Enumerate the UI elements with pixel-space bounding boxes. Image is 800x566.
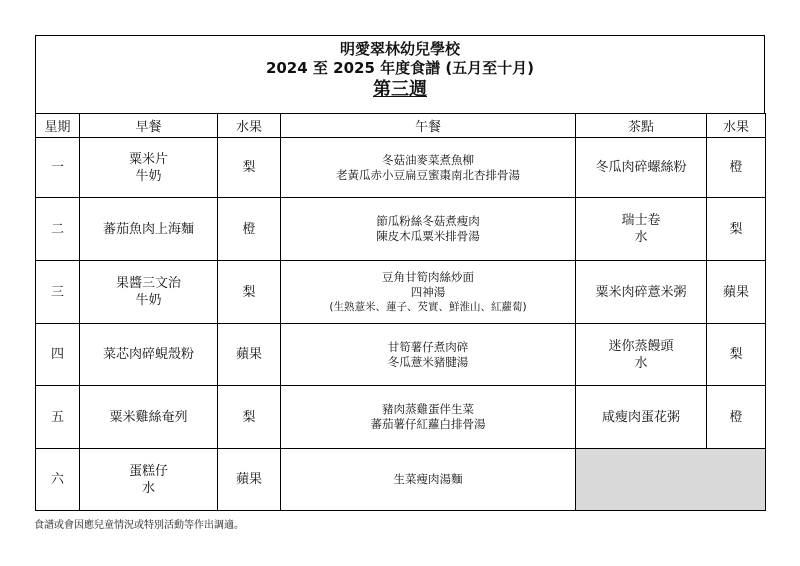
fruit2-cell: 梨 — [707, 198, 766, 261]
day-cell: 五 — [36, 386, 80, 449]
lunch-item: 豆角甘筍肉絲炒面 — [382, 269, 474, 284]
col-header-fruit: 水果 — [218, 114, 281, 138]
snack-item: 瑞士卷 — [621, 213, 661, 228]
col-header-breakfast: 早餐 — [80, 114, 218, 138]
snack-cell — [576, 324, 707, 386]
snack-item: 水 — [634, 230, 648, 245]
breakfast-item: 果醬三文治 — [115, 276, 181, 291]
footnote: 食譜或會因應兒童情況或特別活動等作出調適。 — [34, 520, 244, 531]
snack-item: 水 — [634, 355, 648, 371]
lunch-item: 蕃茄薯仔紅蘿白排骨湯 — [370, 417, 486, 431]
breakfast-cell — [80, 386, 218, 449]
breakfast-item: 蛋糕仔 — [128, 463, 168, 479]
school-name: 明愛翠林幼兒學校 — [339, 40, 460, 58]
day-cell: 三 — [36, 261, 80, 324]
lunch-item: 四神湯 — [410, 284, 446, 299]
lunch-cell — [281, 261, 576, 324]
lunch-item: 老黃瓜赤小豆扁豆蜜棗南北杏排骨湯 — [336, 167, 520, 182]
fruit2-cell: 梨 — [707, 324, 766, 386]
lunch-item: 節瓜粉絲冬菇煮瘦肉 — [376, 214, 480, 228]
breakfast-cell — [80, 198, 218, 261]
menu-subtitle: 2024 至 2025 年度食譜 (五月至十月) — [265, 59, 535, 77]
lunch-cell — [281, 449, 576, 511]
fruit2-cell: 橙 — [707, 138, 766, 198]
lunch-item: 冬菇油麥菜煮魚柳 — [382, 152, 474, 167]
snack-cell — [576, 261, 707, 324]
table-row — [36, 138, 766, 198]
lunch-cell — [281, 324, 576, 386]
fruit-cell: 梨 — [218, 386, 281, 449]
day-cell: 一 — [36, 138, 80, 198]
snack-cell — [576, 386, 707, 449]
col-header-fruit-2: 水果 — [707, 114, 766, 138]
table-header-row — [36, 114, 766, 138]
col-header-day: 星期 — [36, 114, 80, 138]
breakfast-item: 牛奶 — [135, 293, 162, 308]
menu-table — [35, 113, 766, 511]
snack-item: 咸瘦肉蛋花粥 — [601, 409, 680, 425]
fruit-cell: 梨 — [218, 138, 281, 198]
lunch-item: 豬肉蒸雞蛋伴生菜 — [382, 402, 474, 416]
fruit2-cell: 蘋果 — [707, 261, 766, 324]
table-row — [36, 198, 766, 261]
lunch-item: 陳皮木瓜粟米排骨湯 — [376, 229, 480, 243]
lunch-item: 甘筍薯仔煮肉碎 — [387, 339, 469, 354]
table-row — [36, 324, 766, 386]
fruit-cell: 蘋果 — [218, 324, 281, 386]
fruit-cell: 梨 — [218, 261, 281, 324]
snack-item: 迷你蒸饅頭 — [608, 338, 674, 354]
breakfast-cell — [80, 324, 218, 386]
breakfast-item: 粟米雞絲奄列 — [109, 409, 188, 425]
col-header-lunch: 午餐 — [281, 114, 576, 138]
breakfast-item: 水 — [141, 480, 155, 496]
day-cell: 四 — [36, 324, 80, 386]
snack-item: 冬瓜肉碎螺絲粉 — [595, 160, 687, 175]
fruit-cell: 橙 — [218, 198, 281, 261]
empty-shaded-cell — [576, 449, 766, 511]
breakfast-cell — [80, 449, 218, 511]
breakfast-cell — [80, 138, 218, 198]
snack-cell — [576, 138, 707, 198]
fruit-cell: 蘋果 — [218, 449, 281, 511]
menu-document — [35, 35, 765, 511]
lunch-cell — [281, 138, 576, 198]
menu-header — [35, 35, 765, 113]
lunch-note: (生熟薏米、蓮子、芡實、鮮淮山、紅蘿蔔) — [329, 300, 527, 313]
lunch-item: 冬瓜薏米豬腱湯 — [387, 354, 469, 369]
breakfast-item: 牛奶 — [135, 168, 162, 184]
lunch-cell — [281, 198, 576, 261]
col-header-snack: 茶點 — [576, 114, 707, 138]
lunch-cell — [281, 386, 576, 449]
fruit2-cell: 橙 — [707, 386, 766, 449]
breakfast-item: 菜芯肉碎蜆殼粉 — [102, 347, 194, 362]
day-cell: 六 — [36, 449, 80, 511]
table-row — [36, 449, 766, 511]
breakfast-cell — [80, 261, 218, 324]
breakfast-item: 蕃茄魚肉上海麵 — [102, 221, 194, 237]
lunch-item: 生菜瘦肉湯麵 — [393, 472, 463, 486]
table-row — [36, 386, 766, 449]
table-row — [36, 261, 766, 324]
snack-item: 粟米肉碎薏米粥 — [595, 284, 687, 300]
snack-cell — [576, 198, 707, 261]
breakfast-item: 粟米片 — [128, 151, 168, 167]
day-cell: 二 — [36, 198, 80, 261]
week-title: 第三週 — [373, 79, 427, 100]
